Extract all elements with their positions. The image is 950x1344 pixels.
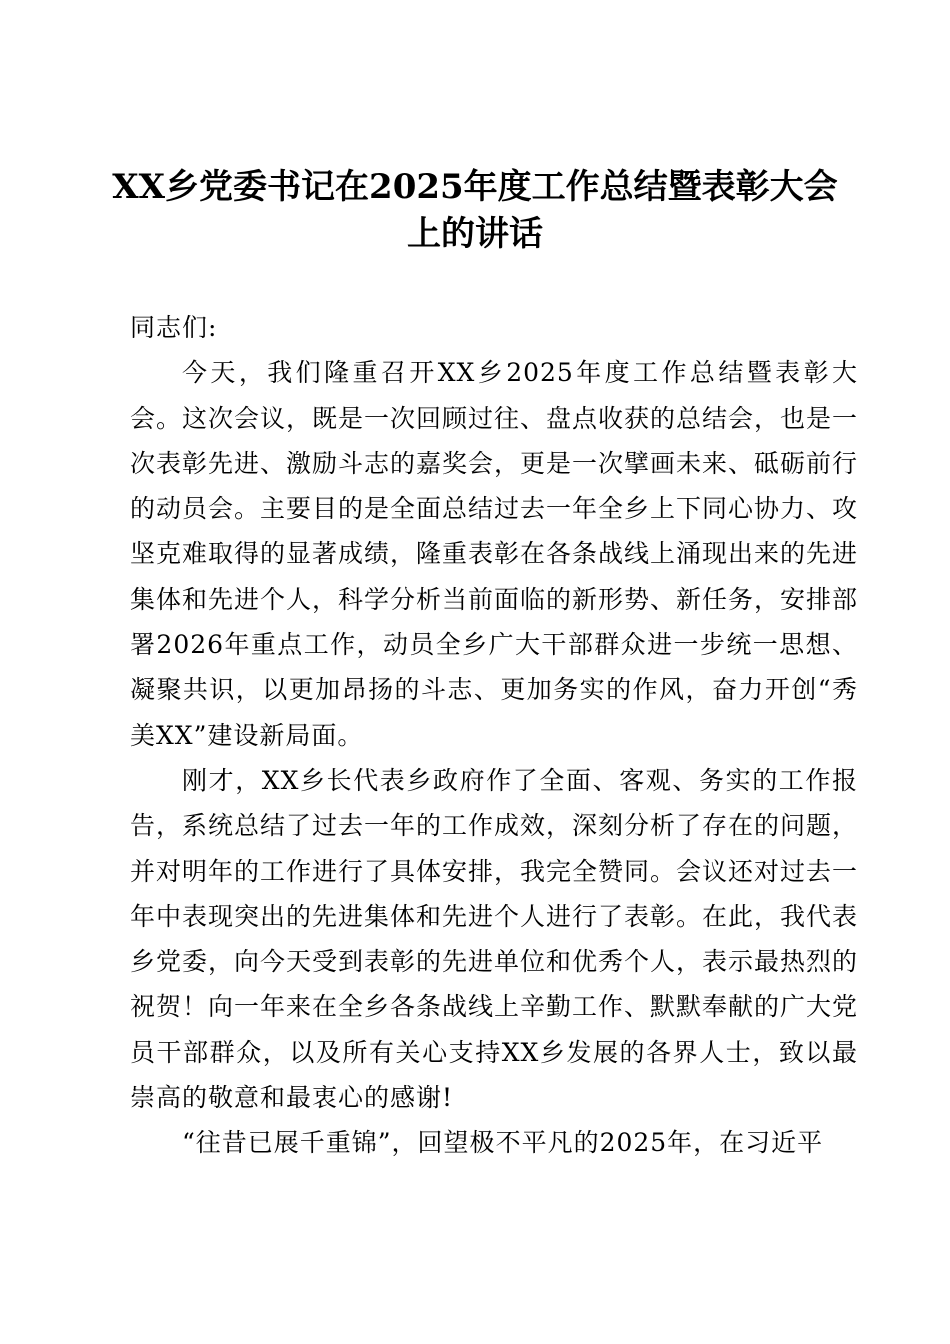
document-title: XX乡党委书记在2025年度工作总结暨表彰大会上的讲话 [112,167,838,254]
paragraph-2: 刚才，XX乡长代表乡政府作了全面、客观、务实的工作报告，系统总结了过去一年的工作成效，深刻分析了存在的问题，并对明年的工作进行了具体安排，我完全赞同。会议还对过去一年中表现突出的先进集体和先进个人进行了表彰。在此，我代表乡党委，向今天受到表彰的先进单位和优秀个人，表示最热烈的祝贺！向一年来在全乡各条战线上辛勤工作、默默奉献的广大党员干部群众，以及所有关心支持XX乡发展的各界人士，致以最崇高的敬意和最衷心的感谢! [130,765,859,1113]
document-body [130,305,858,1166]
salutation: 同志们: [130,313,218,342]
paragraph-3: “往昔已展千重锦”，回望极不平凡的2025年，在习近平 [182,1128,824,1158]
paragraph-1: 今天，我们隆重召开XX乡2025年度工作总结暨表彰大会。这次会议，既是一次回顾过往、盘点收获的总结会，也是一次表彰先进、激励斗志的嘉奖会，更是一次擘画未来、砥砺前行的动员会。主要目的是全面总结过去一年全乡上下同心协力、攻坚克难取得的显著成绩，隆重表彰在各条战线上涌现出来的先进集体和先进个人，科学分析当前面临的新形势、新任务，安排部署2026年重点工作，动员全乡广大干部群众进一步统一思想、凝聚共识，以更加昂扬的斗志、更加务实的作风，奋力开创“秀美XX”建设新局面。 [130,358,859,750]
